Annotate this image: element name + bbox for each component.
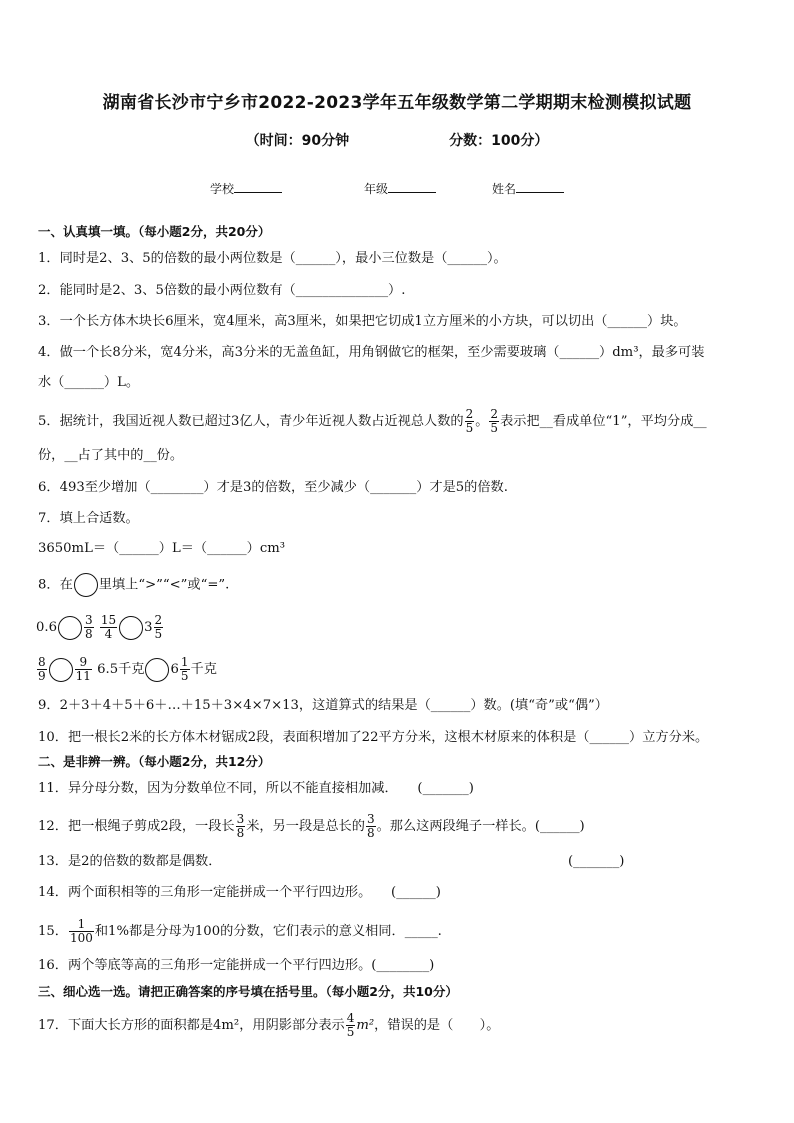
question-6: 6．493至少增加（________）才是3的倍数，至少减少（_______）才是5的倍数. — [38, 480, 508, 495]
section-2-heading: 二、是非辨一辨。（每小题2分，共12分） — [38, 754, 271, 769]
section-1-heading: 一、认真填一填。（每小题2分，共20分） — [38, 224, 271, 239]
compare-circle-input[interactable] — [145, 658, 169, 682]
question-7: 7．填上合适数。 — [38, 511, 139, 526]
question-8-row-2: $\frac{8}{9}$ $\frac{9}{11}$ 6.5千克 6 $\frac{1}{5}$ 千克 — [38, 655, 217, 683]
fraction-two-fifths: $\frac{2}{5}$ — [465, 407, 474, 435]
exam-meta — [0, 130, 794, 150]
question-9: 9．2＋3＋4＋5＋6＋…＋15＋3×4×7×13，这道算式的结果是（______）数。(填“奇”或“偶”） — [38, 698, 608, 713]
question-10: 10．把一根长2米的长方体木材锯成2段，表面积增加了22平方分米，这根木材原来的体积是（______）立方分米。 — [38, 730, 709, 745]
total-score: 分数：100分） — [449, 133, 549, 149]
question-11: 11．异分母分数，因为分数单位不同，所以不能直接相加减． (_______) — [38, 781, 474, 796]
compare-circle-input[interactable] — [119, 616, 143, 640]
question-8-row-1: 0.6 $\frac{3}{8}$ $\frac{15}{4}$ 3 $\frac{2}{5}$ — [36, 613, 163, 641]
school-field: 学校 — [210, 180, 282, 197]
question-13: 13．是2的倍数的数都是偶数． (_______) — [38, 852, 764, 872]
name-blank[interactable] — [516, 180, 564, 193]
question-3: 3．一个长方体木块长6厘米，宽4厘米，高3厘米，如果把它切成1立方厘米的小方块，可以切出（______）块。 — [38, 314, 687, 329]
student-info — [210, 180, 564, 197]
question-4-line-1: 4．做一个长8分米，宽4分米，高3分米的无盖鱼缸，用角钢做它的框架，至少需要玻璃（______）dm³，最多可装 — [38, 345, 705, 360]
grade-blank[interactable] — [388, 180, 436, 193]
question-5-line-1: 5．据统计，我国近视人数已超过3亿人，青少年近视人数占近视总人数的 $\frac{2}{5}$ 。 $\frac{2}{5}$ 表示把__看成单位“1”，平均分成__ — [38, 407, 707, 435]
compare-circle-input[interactable] — [49, 658, 73, 682]
fraction-two-fifths: $\frac{2}{5}$ — [490, 407, 499, 435]
school-blank[interactable] — [234, 180, 282, 193]
answer-blank[interactable]: (_______) — [568, 854, 625, 869]
question-15: 15． $\frac{1}{100}$ 和1%都是分母为100的分数，它们表示的意义相同．_____. — [38, 917, 442, 945]
compare-circle-input[interactable] — [58, 616, 82, 640]
question-7-conversion: 3650mL＝（______）L＝（______）cm³ — [38, 541, 286, 556]
section-3-heading: 三、细心选一选。请把正确答案的序号填在括号里。（每小题2分，共10分） — [38, 984, 458, 999]
question-8: 8．在 里填上“>”“<”或“=”. — [38, 573, 764, 597]
question-1: 1．同时是2、3、5的倍数的最小两位数是（______），最小三位数是（______）。 — [38, 251, 507, 266]
grade-field: 年级 — [364, 180, 436, 197]
compare-circle-icon — [74, 573, 98, 597]
question-4-line-2: 水（______）L。 — [38, 375, 140, 390]
question-14: 14．两个面积相等的三角形一定能拼成一个平行四边形。 (______) — [38, 885, 441, 900]
name-field: 姓名 — [492, 180, 564, 197]
question-2: 2．能同时是2、3、5倍数的最小两位数有（______________）. — [38, 283, 406, 298]
question-12: 12．把一根绳子剪成2段，一段长 $\frac{3}{8}$ 米，另一段是总长的 $\frac{3}{8}$ 。那么这两段绳子一样长。(______) — [38, 812, 585, 840]
question-5-line-2: 份，__占了其中的__份。 — [38, 448, 184, 463]
time-limit: （时间：90分钟 — [245, 133, 350, 149]
page-title: 湖南省长沙市宁乡市2022-2023学年五年级数学第二学期期末检测模拟试题 — [102, 93, 692, 113]
question-16: 16．两个等底等高的三角形一定能拼成一个平行四边形。(________) — [38, 958, 435, 973]
question-17: 17．下面大长方形的面积都是4m²，用阴影部分表示 $\frac{4}{5}$ m²，错误的是（ ）。 — [38, 1011, 500, 1039]
